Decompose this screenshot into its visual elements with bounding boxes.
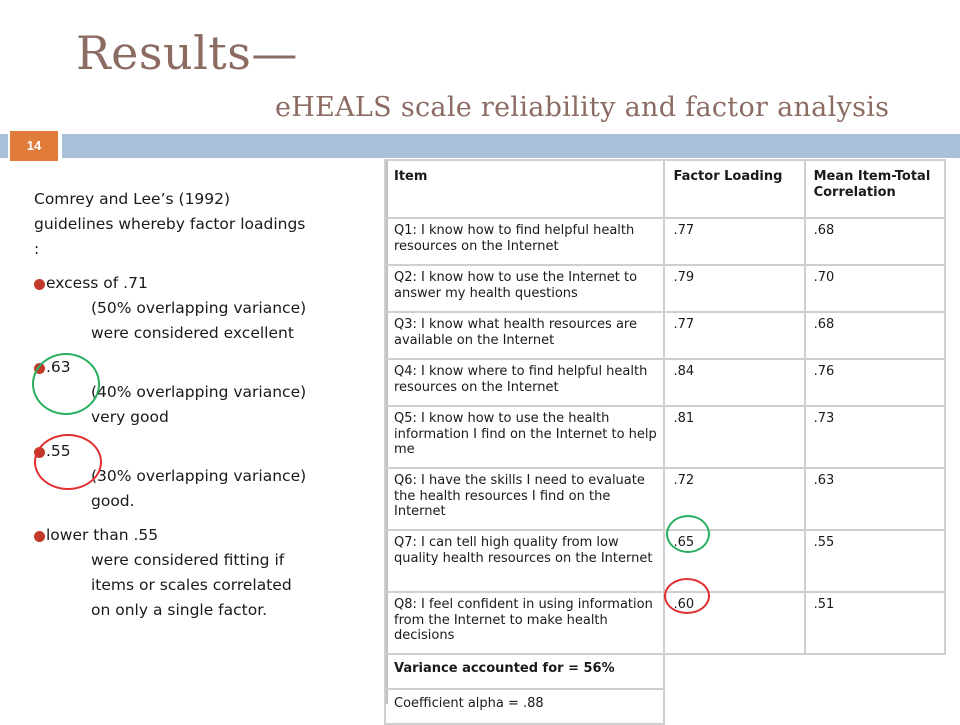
cell-loading: .84	[664, 359, 804, 406]
header-factor-loading: Factor Loading	[664, 160, 804, 218]
cell-correlation: .51	[805, 592, 945, 654]
bullet-lead: excess of .71	[46, 274, 148, 292]
table-variance-row	[385, 654, 945, 689]
guidelines-intro: Comrey and Lee’s (1992) guidelines whereby factor loadings :	[34, 190, 306, 258]
variance-accounted: Variance accounted for = 56%	[385, 654, 664, 689]
bullet-line: items or scales correlated	[91, 576, 292, 594]
bullet-dot-icon	[34, 531, 45, 542]
cell-loading: .77	[664, 312, 804, 359]
ehealth-results-table	[384, 159, 946, 725]
guidelines-text	[34, 187, 374, 632]
cell-correlation: .76	[805, 359, 945, 406]
bullet-line: on only a single factor.	[91, 601, 268, 619]
bullet-line: good.	[91, 492, 135, 510]
header-band-left	[0, 134, 8, 158]
cell-item: Q3: I know what health resources are available on the Internet	[385, 312, 664, 359]
header-item: Item	[385, 160, 664, 218]
slide-subtitle: eHEALS scale reliability and factor analysis	[275, 92, 890, 123]
table-row	[385, 592, 945, 654]
cell-loading: .65	[664, 530, 804, 592]
table-row	[385, 530, 945, 592]
bullet-lower	[34, 523, 374, 623]
cell-correlation: .70	[805, 265, 945, 312]
header-band-right	[62, 134, 960, 158]
table-row	[385, 468, 945, 530]
table-alpha-row	[385, 689, 945, 724]
ehealth-results-table-container	[384, 159, 946, 711]
bullet-good	[34, 439, 374, 514]
cell-correlation: .55	[805, 530, 945, 592]
bullet-very-good	[34, 355, 374, 430]
bullet-lead: .55	[46, 442, 71, 460]
cell-item: Q2: I know how to use the Internet to answer my health questions	[385, 265, 664, 312]
bullet-line: were considered fitting if	[91, 551, 285, 569]
cell-item: Q4: I know where to find helpful health resources on the Internet	[385, 359, 664, 406]
cell-correlation: .68	[805, 312, 945, 359]
bullet-lead: lower than .55	[46, 526, 159, 544]
blank-cell	[664, 654, 945, 689]
cell-loading: .72	[664, 468, 804, 530]
cell-item: Q7: I can tell high quality from low quality health resources on the Internet	[385, 530, 664, 592]
bullet-line: were considered excellent	[91, 324, 294, 342]
bullet-dot-icon	[34, 363, 45, 374]
bullet-line: (50% overlapping variance)	[91, 299, 307, 317]
cell-loading: .79	[664, 265, 804, 312]
table-header-row	[385, 160, 945, 218]
table-row	[385, 218, 945, 265]
cell-item: Q1: I know how to find helpful health resources on the Internet	[385, 218, 664, 265]
blank-cell	[664, 689, 945, 724]
bullet-excellent	[34, 271, 374, 346]
bullet-line: very good	[91, 408, 169, 426]
header-mean-correlation: Mean Item-Total Correlation	[805, 160, 945, 218]
cell-item: Q5: I know how to use the health information I find on the Internet to help me	[385, 406, 664, 468]
table-row	[385, 265, 945, 312]
bullet-dot-icon	[34, 279, 45, 290]
cell-correlation: .68	[805, 218, 945, 265]
bullet-line: (30% overlapping variance)	[91, 467, 307, 485]
coefficient-alpha: Coefficient alpha = .88	[385, 689, 664, 724]
cell-loading: .77	[664, 218, 804, 265]
cell-correlation: .73	[805, 406, 945, 468]
bullet-line: (40% overlapping variance)	[91, 383, 307, 401]
bullet-dot-icon	[34, 447, 45, 458]
cell-loading: .60	[664, 592, 804, 654]
cell-item: Q6: I have the skills I need to evaluate the health resources I find on the Internet	[385, 468, 664, 530]
table-row	[385, 312, 945, 359]
slide-title: Results—	[76, 26, 298, 80]
table-row	[385, 359, 945, 406]
slide-number-badge: 14	[10, 131, 58, 161]
cell-loading: .81	[664, 406, 804, 468]
table-row	[385, 406, 945, 468]
cell-correlation: .63	[805, 468, 945, 530]
bullet-lead: .63	[46, 358, 71, 376]
cell-item: Q8: I feel confident in using information from the Internet to make health decisions	[385, 592, 664, 654]
